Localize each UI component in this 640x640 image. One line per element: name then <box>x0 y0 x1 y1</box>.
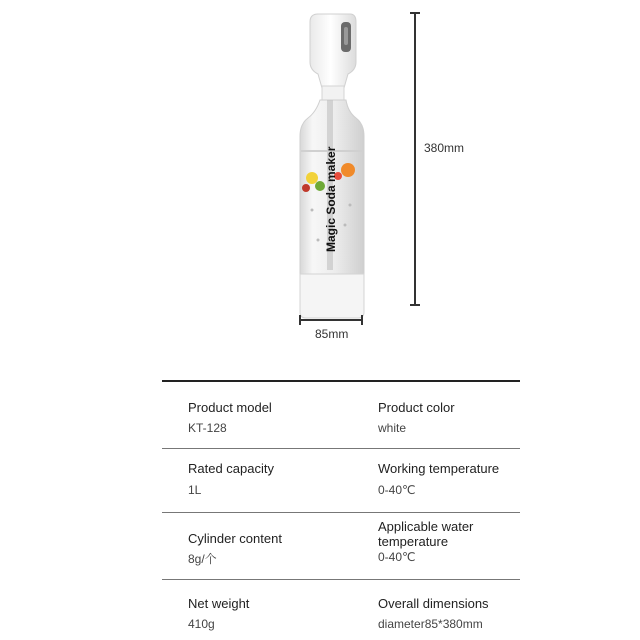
spec-value-product-model: KT-128 <box>188 421 227 435</box>
spec-label-rated-capacity: Rated capacity <box>188 461 274 476</box>
spec-value-cylinder-content: 8g/个 <box>188 552 217 566</box>
row-divider <box>162 448 520 449</box>
spec-label-working-temperature: Working temperature <box>378 461 500 476</box>
width-dimension-cap-right <box>361 315 363 325</box>
spec-value-working-temperature: 0-40℃ <box>378 483 416 497</box>
table-top-rule <box>162 380 520 382</box>
row-divider <box>162 512 520 513</box>
spec-label-overall-dimensions: Overall dimensions <box>378 596 489 611</box>
height-dimension-line <box>414 12 416 306</box>
spec-value-product-color: white <box>378 421 407 435</box>
spec-label-product-color: Product color <box>378 400 455 415</box>
row-divider <box>162 579 520 580</box>
height-dimension-label: 380mm <box>424 141 465 155</box>
spec-label-applicable-water-line1: Applicable water <box>378 519 474 534</box>
spec-label-cylinder-content: Cylinder content <box>188 531 282 546</box>
spec-label-applicable-water-line2: temperature <box>378 534 449 549</box>
spec-value-rated-capacity: 1L <box>188 483 202 497</box>
width-dimension-line <box>300 319 362 321</box>
spec-label-net-weight: Net weight <box>188 596 250 611</box>
height-dimension-cap-top <box>410 12 420 14</box>
bottle-brand-text: Magic Soda maker <box>324 146 338 252</box>
spec-label-product-model: Product model <box>188 400 272 415</box>
spec-value-overall-dimensions: diameter85*380mm <box>378 617 483 631</box>
width-dimension-label: 85mm <box>315 327 349 341</box>
spec-value-net-weight: 410g <box>188 617 215 631</box>
height-dimension-cap-bottom <box>410 304 420 306</box>
width-dimension-cap-left <box>299 315 301 325</box>
spec-value-applicable-water-temperature: 0-40℃ <box>378 550 416 564</box>
